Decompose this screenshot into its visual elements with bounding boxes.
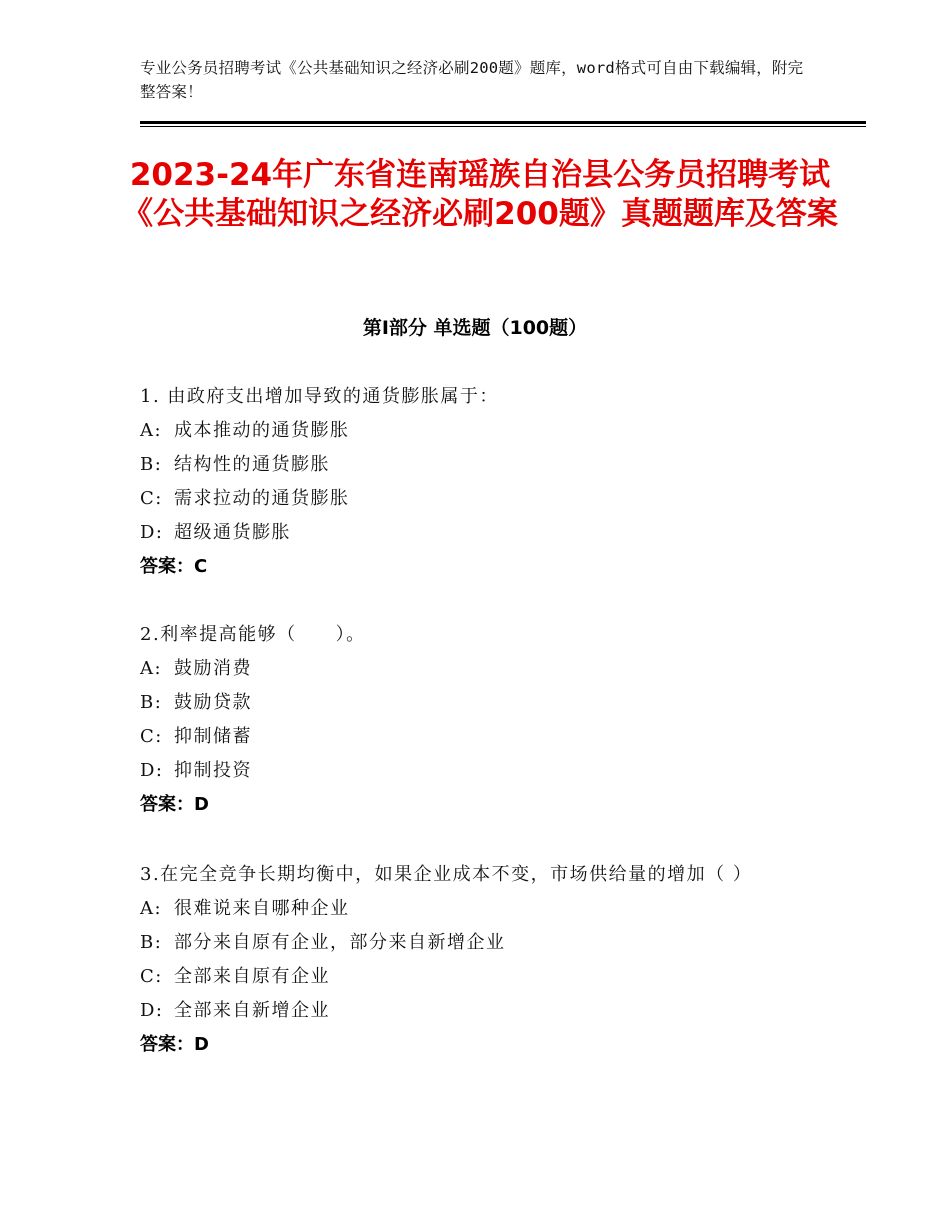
option-letter: D: (140, 760, 164, 781)
option-b (140, 448, 830, 482)
option-a (140, 414, 830, 448)
option-text: 抑制储蓄 (174, 726, 252, 747)
option-text: 鼓励消费 (174, 658, 252, 679)
option-c (140, 960, 830, 994)
question-block-3 (140, 858, 830, 1062)
option-letter: A: (140, 420, 163, 441)
option-text: 成本推动的通货膨胀 (174, 420, 350, 441)
option-text: 全部来自原有企业 (174, 966, 330, 987)
section-title: 第I部分 单选题（100题） (362, 317, 588, 339)
document-title: 2023-24年广东省连南瑶族自治县公务员招聘考试《公共基础知识之经济必刷200题》真题题库及答案 (122, 157, 838, 232)
option-c (140, 720, 830, 754)
option-a (140, 892, 830, 926)
question-stem: 2.利率提高能够（ ）。 (140, 624, 366, 645)
option-a (140, 652, 830, 686)
option-c (140, 482, 830, 516)
question-stem: 3.在完全竞争长期均衡中，如果企业成本不变，市场供给量的增加（ ） (140, 864, 753, 885)
answer-line: 答案：D (140, 1034, 209, 1055)
header-divider-thick (140, 121, 866, 124)
header-divider-thin (140, 126, 866, 127)
option-letter: B: (140, 932, 163, 953)
option-d (140, 994, 830, 1028)
option-d (140, 516, 830, 550)
option-letter: D: (140, 1000, 164, 1021)
option-letter: B: (140, 692, 163, 713)
option-letter: C: (140, 726, 163, 747)
option-b (140, 686, 830, 720)
option-text: 鼓励贷款 (174, 692, 252, 713)
header-note: 专业公务员招聘考试《公共基础知识之经济必刷200题》题库，word格式可自由下载编辑，附完整答案！ (140, 59, 804, 101)
question-block-1 (140, 380, 830, 584)
option-letter: A: (140, 898, 163, 919)
option-text: 需求拉动的通货膨胀 (174, 488, 350, 509)
option-letter: D: (140, 522, 164, 543)
option-text: 全部来自新增企业 (174, 1000, 330, 1021)
option-letter: C: (140, 488, 163, 509)
answer-line: 答案：D (140, 794, 209, 815)
option-b (140, 926, 830, 960)
option-text: 部分来自原有企业，部分来自新增企业 (174, 932, 506, 953)
option-text: 很难说来自哪种企业 (174, 898, 350, 919)
option-letter: C: (140, 966, 163, 987)
question-block-2 (140, 618, 830, 822)
option-letter: A: (140, 658, 163, 679)
option-d (140, 754, 830, 788)
answer-line: 答案：C (140, 556, 208, 577)
option-letter: B: (140, 454, 163, 475)
option-text: 抑制投资 (174, 760, 252, 781)
question-stem: 1. 由政府支出增加导致的通货膨胀属于： (140, 386, 499, 407)
option-text: 超级通货膨胀 (174, 522, 291, 543)
option-text: 结构性的通货膨胀 (174, 454, 330, 475)
